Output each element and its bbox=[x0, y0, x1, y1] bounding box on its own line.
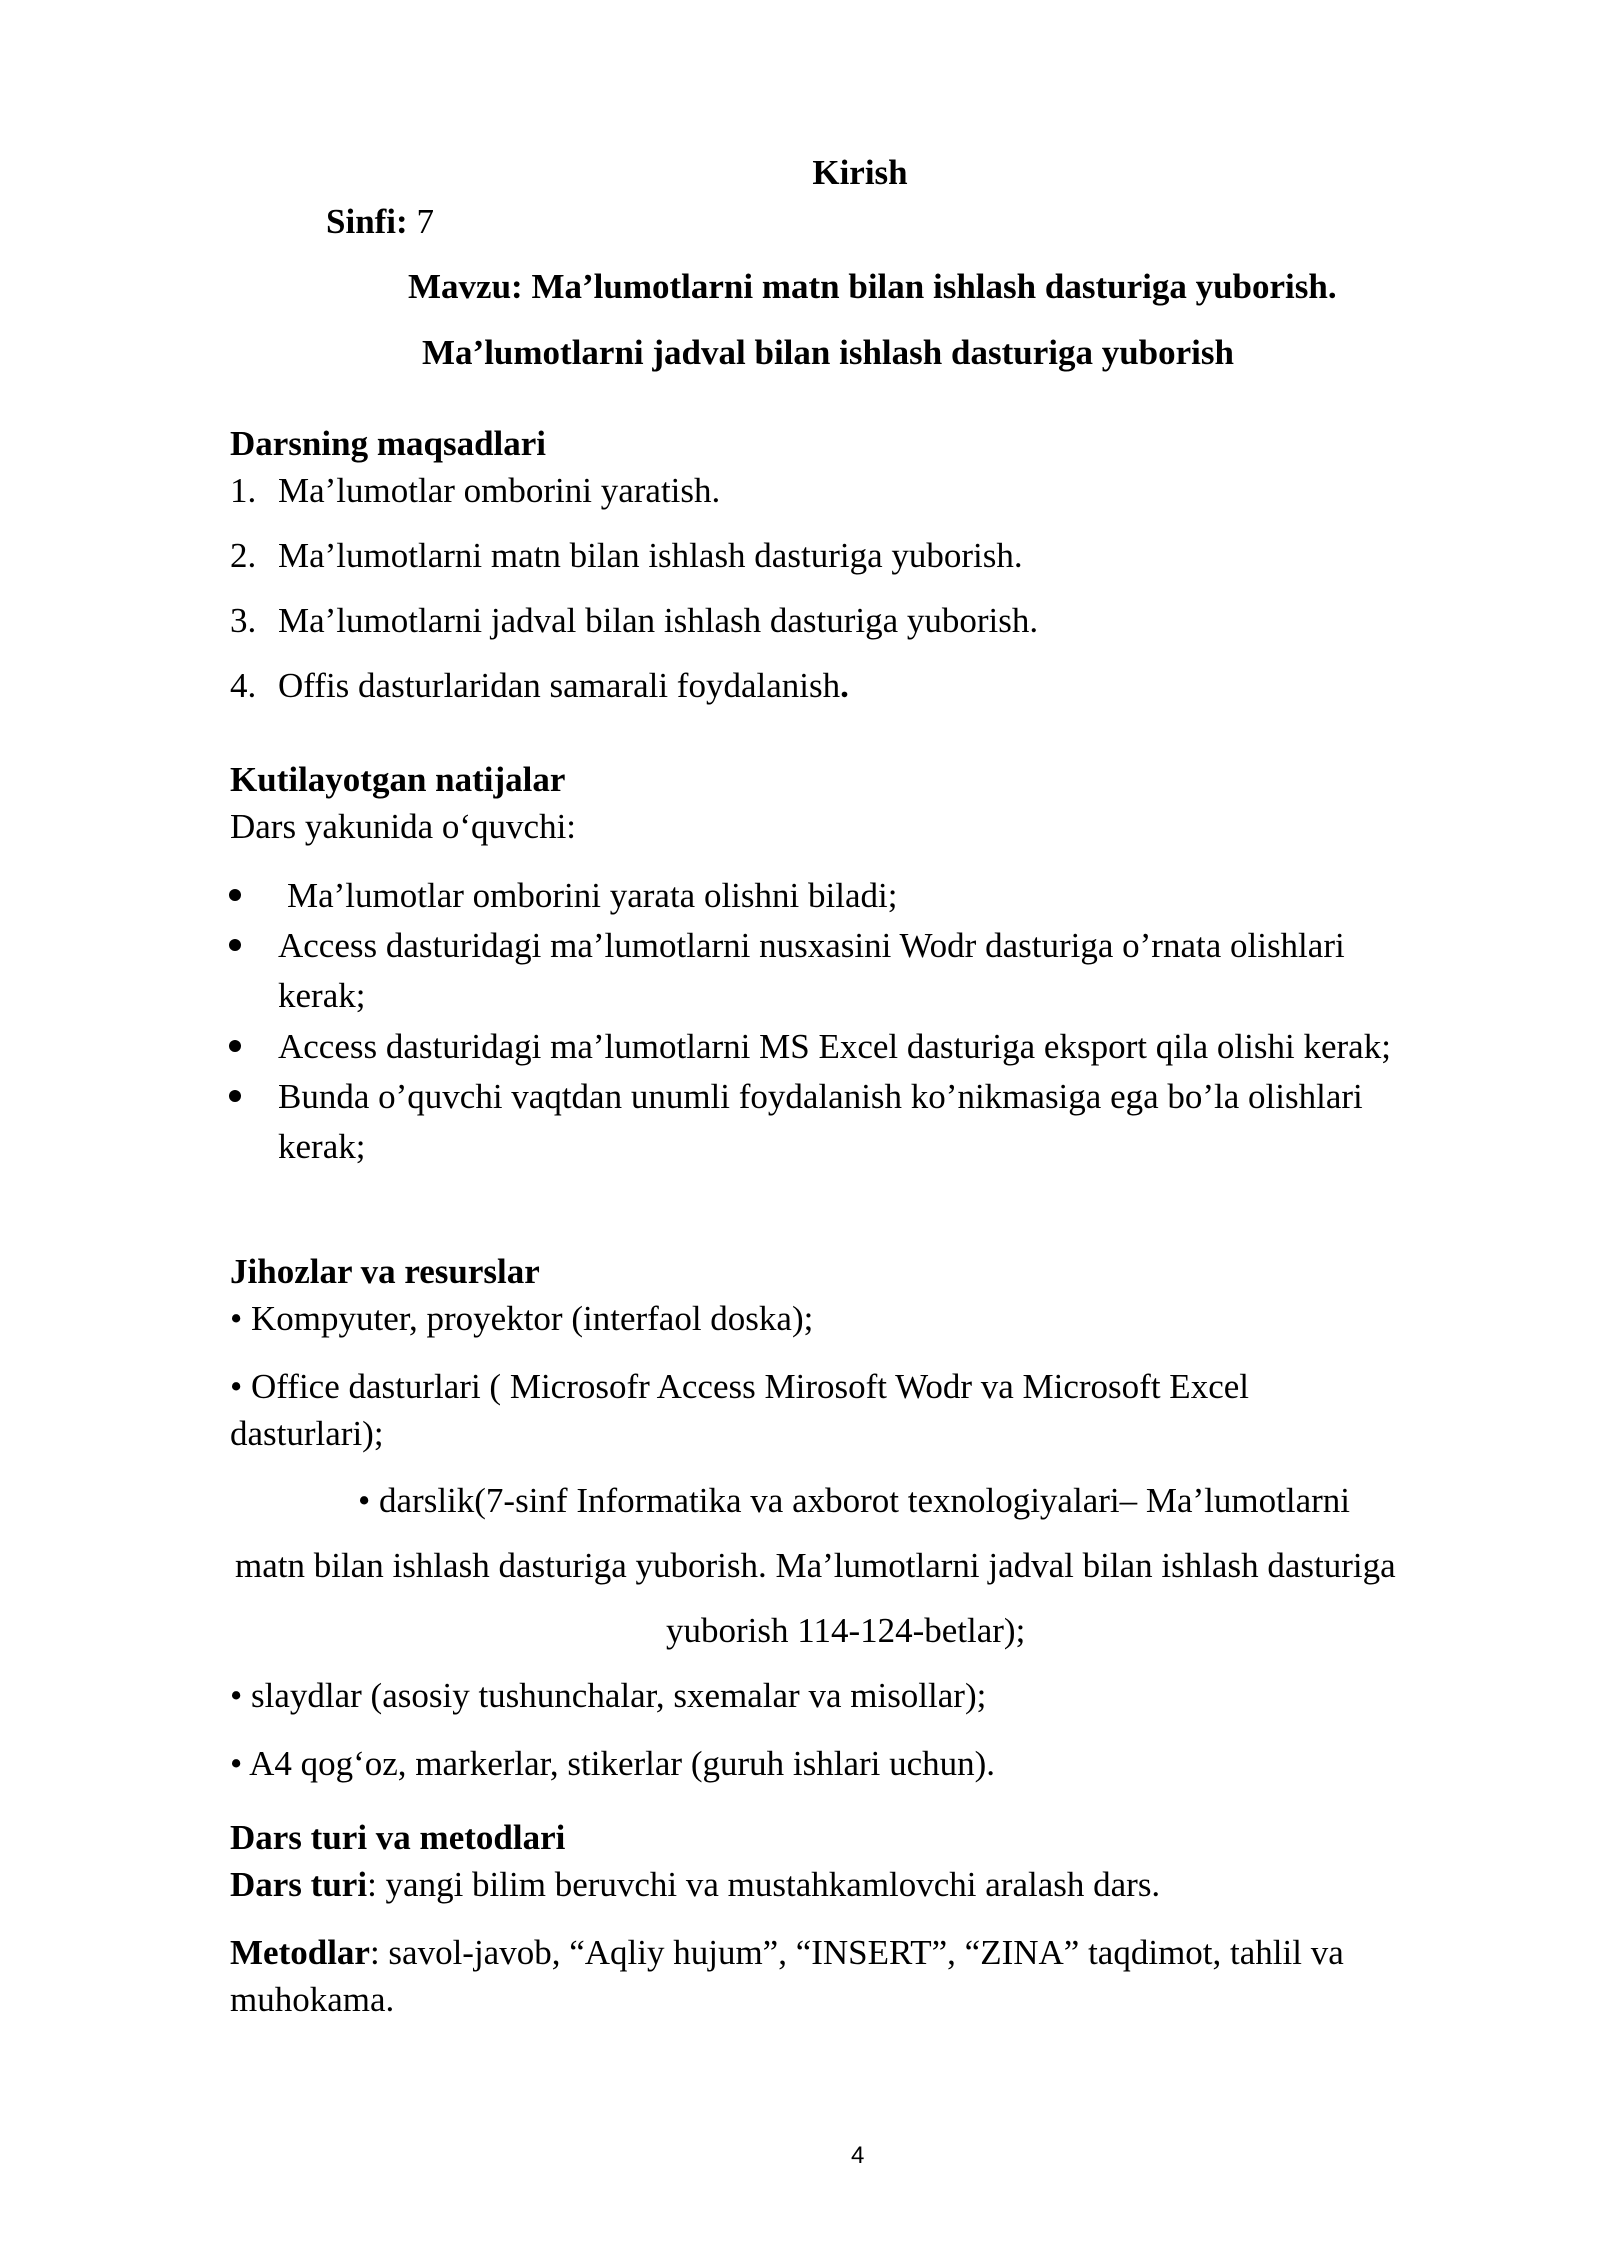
outcome-item-2-line-1: Access dasturidagi ma’lumotlarni nusxasini Wodr dasturiga o’rnata olishlari bbox=[278, 926, 1345, 965]
page-title: Kirish bbox=[812, 153, 908, 192]
lesson-type-text: : yangi bilim beruvchi va mustahkamlovchi aralash dars. bbox=[367, 1865, 1161, 1904]
outcome-item-2-line-2: kerak; bbox=[278, 976, 366, 1015]
lesson-type-label: Dars turi bbox=[230, 1865, 368, 1904]
goal-item-3 bbox=[230, 601, 256, 641]
resource-item-4: • slaydlar (asosiy tushunchalar, sxemalar va misollar); bbox=[230, 1676, 987, 1715]
methods-label: Metodlar bbox=[230, 1933, 370, 1972]
goal-text-4 bbox=[278, 666, 849, 706]
class-info bbox=[326, 202, 434, 242]
topic-line-1 bbox=[408, 267, 1337, 307]
resource-item-1: • Kompyuter, proyektor (interfaol doska); bbox=[230, 1299, 814, 1338]
bullet-icon bbox=[229, 1090, 241, 1102]
methods-line-2: muhokama. bbox=[230, 1980, 395, 2019]
methods-text: : savol-javob, “Aqliy hujum”, “INSERT”, “ZINA” taqdimot, tahlil va bbox=[369, 1933, 1344, 1972]
bullet-icon bbox=[229, 939, 241, 951]
outcomes-heading: Kutilayotgan natijalar bbox=[230, 760, 566, 799]
goal-number: 1. bbox=[230, 471, 257, 510]
class-value: 7 bbox=[416, 202, 434, 241]
goal-text-3: Ma’lumotlarni jadval bilan ishlash dasturiga yuborish. bbox=[278, 601, 1039, 640]
outcome-item-4-line-2: kerak; bbox=[278, 1127, 366, 1166]
lesson-type bbox=[230, 1865, 1160, 1905]
goal-item-2 bbox=[230, 536, 256, 576]
goal-text-1: Ma’lumotlar omborini yaratish. bbox=[278, 471, 721, 510]
goal-item-1 bbox=[230, 471, 256, 511]
goal-number: 2. bbox=[230, 536, 257, 575]
class-label: Sinfi: bbox=[326, 202, 408, 241]
goal-item-4 bbox=[230, 666, 256, 706]
resource-item-5: • A4 qog‘oz, markerlar, stikerlar (guruh ishlari uchun). bbox=[230, 1744, 996, 1783]
page-number: 4 bbox=[851, 2142, 865, 2169]
goal-number: 4. bbox=[230, 666, 257, 705]
methods-line-1 bbox=[230, 1933, 1344, 1973]
resources-heading: Jihozlar va resurslar bbox=[230, 1252, 540, 1291]
topic-line-2: Ma’lumotlarni jadval bilan ishlash dasturiga yuborish bbox=[422, 333, 1234, 372]
bullet-icon bbox=[229, 1040, 241, 1052]
resource-item-2-line-1: • Office dasturlari ( Microsofr Access Mirosoft Wodr va Microsoft Excel bbox=[230, 1367, 1249, 1406]
goal-text-2: Ma’lumotlarni matn bilan ishlash dasturiga yuborish. bbox=[278, 536, 1023, 575]
goals-heading: Darsning maqsadlari bbox=[230, 424, 547, 463]
goal-bold-period: . bbox=[840, 666, 849, 705]
outcome-item-1: Ma’lumotlar omborini yarata olishni biladi; bbox=[287, 876, 898, 915]
resource-item-3-line-3: yuborish 114-124-betlar); bbox=[666, 1611, 1026, 1650]
methods-heading: Dars turi va metodlari bbox=[230, 1818, 566, 1857]
goal-number: 3. bbox=[230, 601, 257, 640]
topic-label: Mavzu: bbox=[408, 267, 523, 306]
resource-item-2-line-2: dasturlari); bbox=[230, 1414, 384, 1453]
outcome-item-3: Access dasturidagi ma’lumotlarni MS Excel dasturiga eksport qila olishi kerak; bbox=[278, 1027, 1391, 1066]
resource-item-3-line-2: matn bilan ishlash dasturiga yuborish. Ma’lumotlarni jadval bilan ishlash dasturiga bbox=[235, 1546, 1396, 1585]
outcomes-intro: Dars yakunida o‘quvchi: bbox=[230, 807, 577, 846]
bullet-icon bbox=[229, 889, 241, 901]
goal-text: Offis dasturlaridan samarali foydalanish bbox=[278, 666, 841, 705]
outcome-item-4-line-1: Bunda o’quvchi vaqtdan unumli foydalanish ko’nikmasiga ega bo’la olishlari bbox=[278, 1077, 1363, 1116]
resource-item-3-line-1: • darslik(7-sinf Informatika va axborot texnologiyalari– Ma’lumotlarni bbox=[358, 1481, 1350, 1520]
topic-text-1: Ma’lumotlarni matn bilan ishlash dasturiga yuborish. bbox=[531, 267, 1337, 306]
